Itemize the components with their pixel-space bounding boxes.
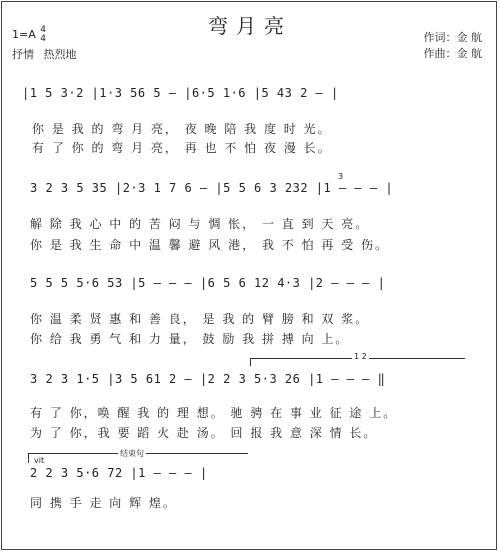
tempo-mood: 抒情 热烈地 bbox=[12, 48, 77, 61]
lyrics-system-1-verse-2: 有 了 你 的 弯 月 亮， 再 也 不 怕 夜 漫 长。 bbox=[32, 141, 332, 155]
lyrics-system-2-verse-1: 解 除 我 心 中 的 苦 闷 与 惆 怅， 一 直 到 天 亮。 bbox=[30, 217, 370, 231]
lyrics-system-3-verse-1: 你 温 柔 贤 惠 和 善 良， 是 我 的 臂 膀 和 双 浆。 bbox=[30, 312, 370, 326]
time-signature bbox=[40, 26, 46, 44]
song-title: 弯月亮 bbox=[208, 14, 292, 38]
time-bottom: 4 bbox=[40, 34, 46, 44]
lyrics-system-3-verse-2: 你 给 我 勇 气 和 力 量， 鼓 励 我 拼 搏 向 上。 bbox=[30, 332, 350, 346]
lyricist: 作词：金 航 bbox=[423, 31, 482, 44]
notes-system-2: 3 2 3 5 35 |2·3 1 7 6 — |5 5 6 3 232 |1 — — — | bbox=[30, 181, 394, 195]
lyrics-system-1-verse-1: 你 是 我 的 弯 月 亮， 夜 晚 陪 我 度 时 光。 bbox=[32, 122, 332, 136]
notes-system-3: 5 5 5 5·6 53 |5 — — — |6 5 6 12 4·3 |2 — — — | bbox=[30, 276, 386, 290]
lyrics-system-4-verse-2: 为 了 你，我 要 蹈 火 赴 汤。 回 报 我 意 深 情 长。 bbox=[30, 426, 378, 440]
composer: 作曲：金 航 bbox=[423, 47, 482, 60]
notes-system-1: |1 5 3·2 |1·3 56 5 — |6·5 1·6 |5 43 2 — | bbox=[22, 86, 339, 100]
ending-tick-start bbox=[28, 453, 29, 463]
lyrics-system-2-verse-2: 你 是 我 生 命 中 温 馨 避 风 港， 我 不 怕 再 受 伤。 bbox=[30, 238, 390, 252]
volta-tick-start bbox=[250, 358, 251, 366]
volta-numbers: 1 2 bbox=[354, 352, 367, 361]
notes-system-5: 2 2 3 5·6 72 |1 — — — | bbox=[30, 466, 208, 480]
lyrics-system-4-verse-1: 有 了 你，唤 醒 我 的 理 想。 驰 骋 在 事 业 征 途 上。 bbox=[30, 406, 398, 420]
notes-system-4: 3 2 3 1·5 |3 5 61 2 — |2 2 3 5·3 26 |1 — — — ‖ bbox=[30, 372, 386, 386]
lyrics-system-5-verse-1: 同 携 手 走 向 辉 煌。 bbox=[30, 496, 177, 510]
credits bbox=[424, 30, 483, 62]
triplet-mark: 3 bbox=[338, 172, 344, 181]
key-label: 1=A bbox=[12, 28, 36, 41]
ending-label: 结束句 bbox=[120, 449, 144, 458]
vit-mark: vit bbox=[34, 456, 45, 465]
time-top: 4 bbox=[40, 25, 46, 35]
key-signature bbox=[12, 26, 46, 44]
